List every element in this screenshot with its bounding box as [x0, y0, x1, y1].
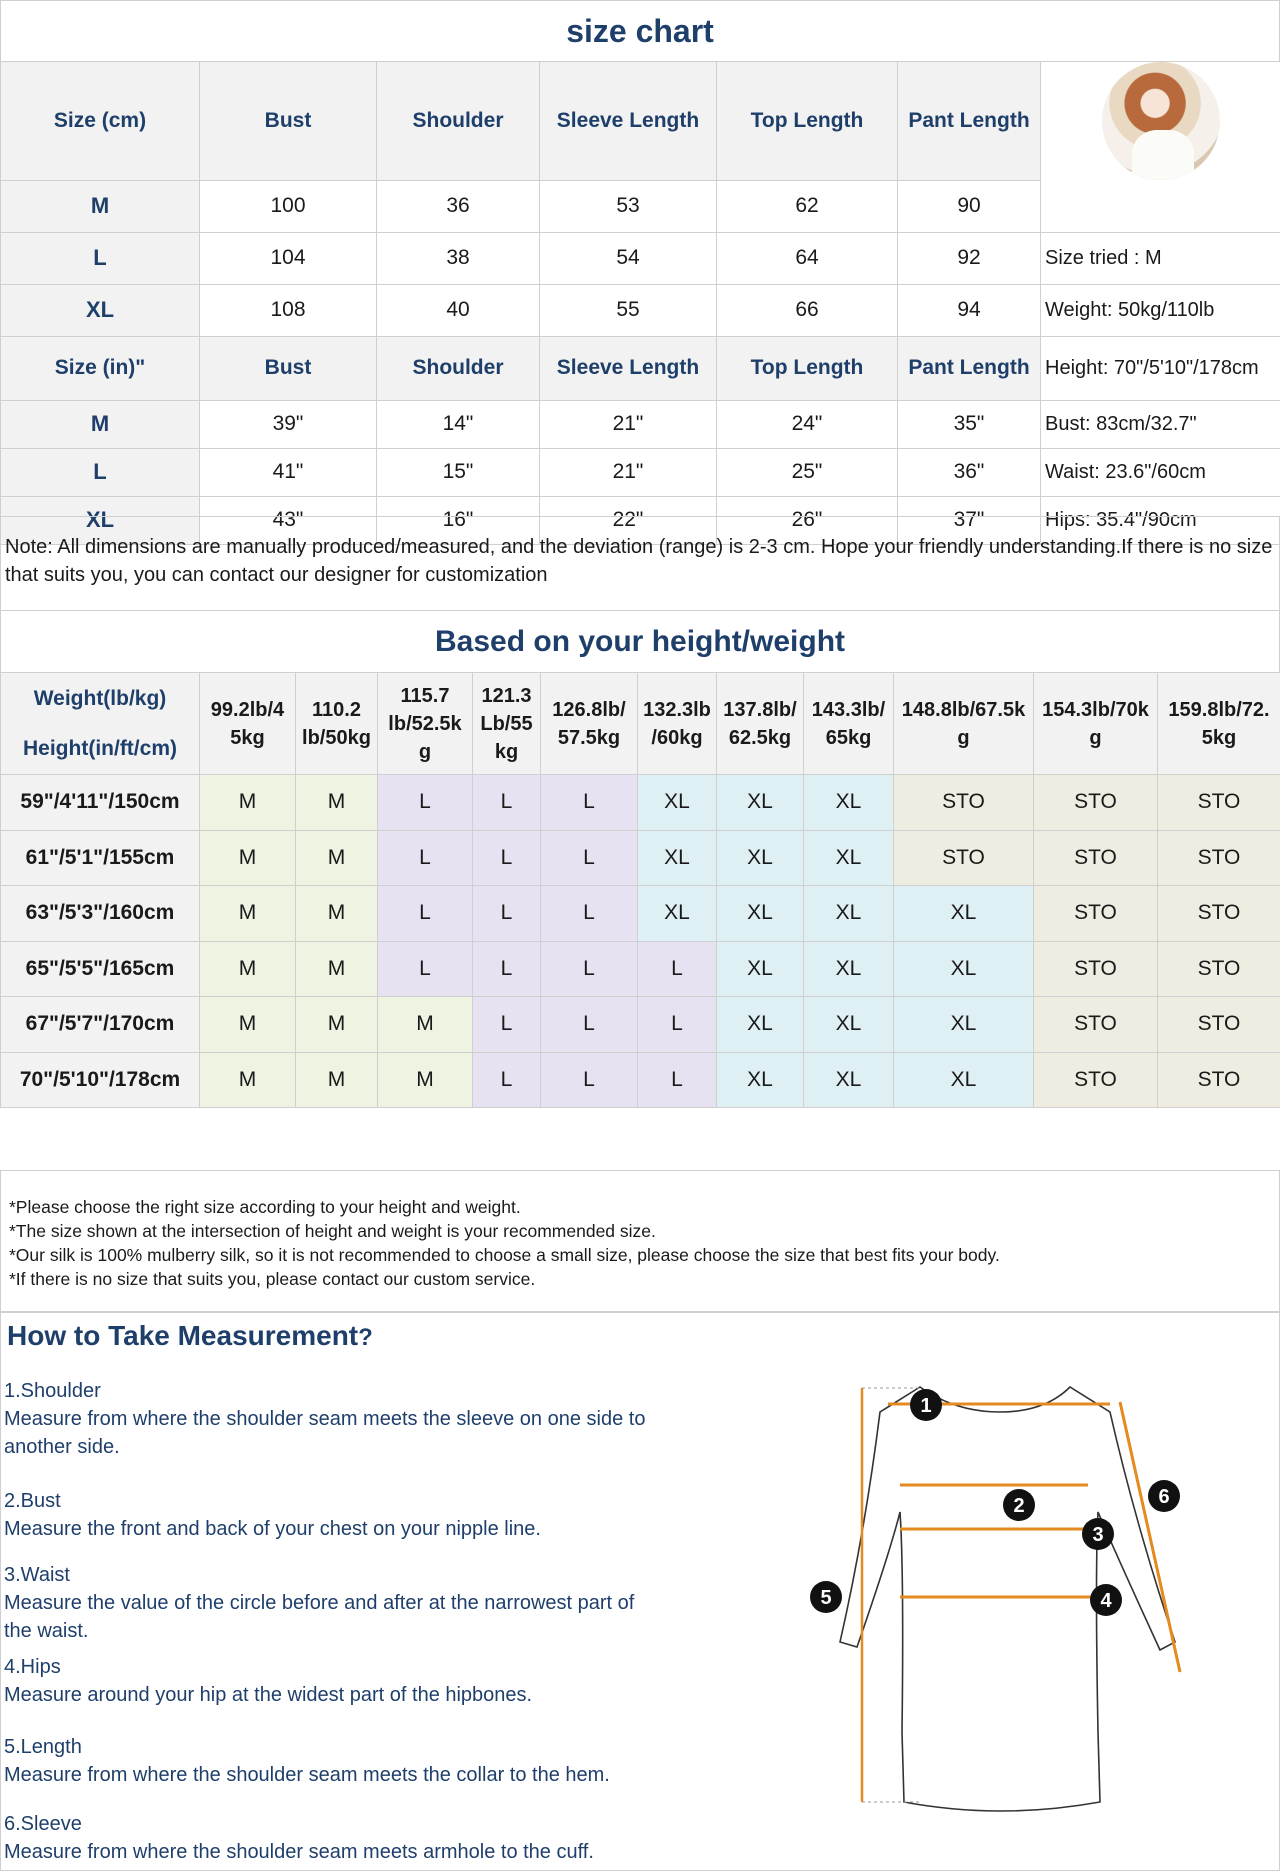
dress-measurement-diagram — [800, 1372, 1200, 1832]
weight-label-line: 148.8lb/67.5k — [901, 698, 1026, 721]
recommended-size-cell: L — [473, 997, 541, 1053]
size-value: 36" — [898, 448, 1041, 496]
size-value: 38 — [377, 232, 540, 284]
size-value: 37" — [898, 496, 1041, 544]
recommended-size-cell: XL — [717, 997, 804, 1053]
recommended-size-cell: XL — [638, 775, 717, 831]
size-value: 104 — [200, 232, 377, 284]
size-value: 55 — [540, 284, 717, 336]
step-description: Measure the front and back of your chest on your nipple line. — [4, 1518, 541, 1540]
weight-header — [541, 673, 638, 775]
size-value: 100 — [200, 180, 377, 232]
recommended-size-cell: STO — [894, 775, 1034, 831]
size-label: L — [1, 232, 200, 284]
weight-label-line: 132.3lb — [643, 698, 711, 721]
size-value: 94 — [898, 284, 1041, 336]
size-chart-table — [0, 61, 1280, 545]
weight-label-line: g — [418, 740, 432, 763]
question-mark: ? — [358, 1324, 373, 1351]
size-value: 90 — [898, 180, 1041, 232]
size-header-cell: Shoulder — [377, 336, 540, 400]
weight-label-line: 5kg — [230, 726, 265, 749]
size-tips — [0, 1170, 1280, 1312]
size-value: 25" — [717, 448, 898, 496]
marker-number: 2 — [1013, 1495, 1025, 1517]
size-value: 16" — [377, 496, 540, 544]
size-value: 43" — [200, 496, 377, 544]
size-value: 66 — [717, 284, 898, 336]
weight-label-line: 115.7 — [400, 684, 450, 707]
recommended-size-cell: STO — [1158, 775, 1280, 831]
weight-header — [378, 673, 473, 775]
measure-lines — [888, 1402, 1180, 1672]
size-value: 40 — [377, 284, 540, 336]
recommended-size-cell: M — [296, 775, 378, 831]
weight-label-line: 126.8lb/ — [552, 698, 626, 721]
size-value: 108 — [200, 284, 377, 336]
step-heading: 4.Hips — [4, 1656, 61, 1678]
weight-header — [638, 673, 717, 775]
size-header-cell: Sleeve Length — [540, 62, 717, 181]
recommended-size-cell: STO — [1158, 886, 1280, 942]
recommended-size-cell: STO — [1034, 775, 1158, 831]
measurement-note: Note: All dimensions are manually produced/measured, and the deviation (range) is 2-3 cm. Hope your friendly understanding.If there is no size that suits you, you can contact our designer for customization — [0, 516, 1280, 611]
tip-line: *If there is no size that suits you, please contact our custom service. — [9, 1269, 536, 1289]
recommended-size-cell: L — [638, 997, 717, 1053]
recommended-size-cell: XL — [804, 1052, 894, 1108]
step-description: Measure from where the shoulder seam meets armhole to the cuff. — [4, 1841, 594, 1863]
recommended-size-cell: XL — [804, 830, 894, 886]
weight-label-line: 62.5kg — [728, 726, 792, 749]
recommended-size-cell: M — [378, 997, 473, 1053]
size-value: 21" — [540, 400, 717, 448]
size-header-cell: Size (cm) — [1, 62, 200, 181]
weight-label-line: 121.3 — [481, 684, 532, 707]
size-value: 62 — [717, 180, 898, 232]
weight-label-line: 110.2 — [312, 698, 361, 721]
recommended-size-cell: XL — [717, 830, 804, 886]
recommended-size-cell: L — [378, 941, 473, 997]
recommended-size-cell: XL — [638, 830, 717, 886]
recommendation-title: Based on your height/weight — [0, 610, 1280, 673]
size-value: 15" — [377, 448, 540, 496]
recommended-size-cell: STO — [1158, 1052, 1280, 1108]
weight-label-line: g — [957, 726, 970, 749]
recommended-size-cell: XL — [804, 941, 894, 997]
step-description: Measure around your hip at the widest part of the hipbones. — [4, 1684, 533, 1706]
size-value: 26" — [717, 496, 898, 544]
size-value: 14" — [377, 400, 540, 448]
weight-header — [717, 673, 804, 775]
model-info: Weight: 50kg/110lb — [1041, 284, 1280, 336]
recommended-size-cell: STO — [1034, 1052, 1158, 1108]
marker-number: 5 — [820, 1587, 832, 1609]
recommended-size-cell: XL — [894, 941, 1034, 997]
size-header-cell: Bust — [200, 336, 377, 400]
recommended-size-cell: XL — [804, 886, 894, 942]
height-label: 67"/5'7"/170cm — [1, 997, 200, 1053]
recommended-size-cell: STO — [1034, 997, 1158, 1053]
size-value: 54 — [540, 232, 717, 284]
height-label: 63"/5'3"/160cm — [1, 886, 200, 942]
recommended-size-cell: L — [473, 886, 541, 942]
size-value: 24" — [717, 400, 898, 448]
recommended-size-cell: L — [541, 830, 638, 886]
size-value: 53 — [540, 180, 717, 232]
dress-outline — [840, 1387, 1175, 1811]
recommended-size-cell: XL — [804, 775, 894, 831]
weight-label-line: 99.2lb/4 — [210, 698, 285, 721]
recommended-size-cell: L — [541, 997, 638, 1053]
marker-number: 1 — [920, 1395, 932, 1417]
recommended-size-cell: L — [378, 775, 473, 831]
step-heading: 1.Shoulder — [4, 1380, 101, 1402]
size-value: 39" — [200, 400, 377, 448]
marker-number: 4 — [1100, 1590, 1112, 1612]
recommended-size-cell: L — [473, 941, 541, 997]
measurement-step — [4, 1810, 704, 1866]
marker-number: 6 — [1158, 1486, 1170, 1508]
height-axis-label: Height(in/ft/cm) — [1, 725, 200, 775]
step-description: Measure from where the shoulder seam meets the collar to the hem. — [4, 1764, 610, 1786]
recommended-size-cell: L — [378, 886, 473, 942]
recommended-size-cell: XL — [894, 1052, 1034, 1108]
size-label: L — [1, 448, 200, 496]
recommended-size-cell: L — [541, 886, 638, 942]
recommended-size-cell: STO — [1034, 886, 1158, 942]
recommended-size-cell: XL — [804, 997, 894, 1053]
step-heading: 3.Waist — [4, 1564, 70, 1586]
recommended-size-cell: XL — [894, 997, 1034, 1053]
measurement-step — [4, 1561, 704, 1645]
size-value: 64 — [717, 232, 898, 284]
recommended-size-cell: M — [200, 886, 296, 942]
size-header-cell: Bust — [200, 62, 377, 181]
recommended-size-cell: M — [200, 997, 296, 1053]
size-header-cell: Size (in)" — [1, 336, 200, 400]
height-label: 61"/5'1"/155cm — [1, 830, 200, 886]
recommended-size-cell: M — [200, 1052, 296, 1108]
weight-header — [296, 673, 378, 775]
weight-label-line: g — [1089, 726, 1102, 749]
weight-header — [473, 673, 541, 775]
size-label: XL — [1, 496, 200, 544]
size-label: M — [1, 180, 200, 232]
step-description: another side. — [4, 1436, 120, 1458]
weight-label-line: 137.8lb/ — [723, 698, 797, 721]
recommended-size-cell: XL — [717, 941, 804, 997]
recommended-size-cell: XL — [894, 886, 1034, 942]
weight-label-line: 65kg — [825, 726, 872, 749]
weight-label-line: lb/50kg — [302, 726, 371, 749]
step-description: Measure the value of the circle before and after at the narrowest part of — [4, 1592, 635, 1614]
size-label: XL — [1, 284, 200, 336]
height-label: 70"/5'10"/178cm — [1, 1052, 200, 1108]
marker-number: 3 — [1092, 1524, 1104, 1546]
recommended-size-cell: L — [638, 1052, 717, 1108]
recommended-size-cell: M — [200, 830, 296, 886]
size-value: 21" — [540, 448, 717, 496]
model-info: Hips: 35.4"/90cm — [1041, 496, 1280, 544]
size-label: M — [1, 400, 200, 448]
step-description: Measure from where the shoulder seam meets the sleeve on one side to — [4, 1408, 646, 1430]
recommended-size-cell: STO — [1034, 830, 1158, 886]
recommended-size-cell: STO — [1158, 941, 1280, 997]
size-value: 36 — [377, 180, 540, 232]
recommended-size-cell: STO — [1158, 997, 1280, 1053]
model-photo-cell — [1041, 180, 1280, 232]
weight-label-line: kg — [494, 740, 519, 763]
recommended-size-cell: L — [541, 941, 638, 997]
size-value: 41" — [200, 448, 377, 496]
recommended-size-cell: STO — [1034, 941, 1158, 997]
size-header-cell: Pant Length — [898, 336, 1041, 400]
tip-line: *Our silk is 100% mulberry silk, so it is not recommended to choose a small size, please choose the size that best fits your body. — [9, 1245, 1000, 1265]
height-label: 59"/4'11"/150cm — [1, 775, 200, 831]
weight-label-line: Lb/55 — [480, 712, 533, 735]
weight-label-line: 57.5kg — [557, 726, 621, 749]
recommended-size-cell: XL — [717, 1052, 804, 1108]
step-heading: 5.Length — [4, 1736, 82, 1758]
model-info: Height: 70"/5'10"/178cm — [1041, 336, 1280, 400]
length-line — [862, 1388, 920, 1802]
size-value: 92 — [898, 232, 1041, 284]
measurement-step — [4, 1733, 704, 1789]
how-to-measure-title — [7, 1320, 373, 1352]
model-info: Size tried : M — [1041, 232, 1280, 284]
weight-label-line: 154.3lb/70k — [1042, 698, 1149, 721]
weight-label-line: 159.8lb/72. — [1168, 698, 1270, 721]
how-to-measure-title-text: How to Take Measurement — [7, 1320, 359, 1351]
size-chart-title: size chart — [0, 0, 1280, 62]
measurement-step — [4, 1377, 704, 1461]
height-label: 65"/5'5"/165cm — [1, 941, 200, 997]
weight-header — [1158, 673, 1280, 775]
weight-header — [804, 673, 894, 775]
size-header-cell: Pant Length — [898, 62, 1041, 181]
recommended-size-cell: L — [473, 830, 541, 886]
recommended-size-cell: L — [541, 1052, 638, 1108]
weight-label-line: /60kg — [651, 726, 703, 749]
measurement-step — [4, 1487, 704, 1543]
size-header-cell: Sleeve Length — [540, 336, 717, 400]
model-photo-cell — [1041, 62, 1280, 181]
tip-line: *The size shown at the intersection of height and weight is your recommended size. — [9, 1221, 656, 1241]
recommended-size-cell: M — [200, 941, 296, 997]
step-heading: 2.Bust — [4, 1490, 61, 1512]
recommended-size-cell: XL — [717, 775, 804, 831]
recommended-size-cell: L — [473, 775, 541, 831]
size-value: 22" — [540, 496, 717, 544]
recommended-size-cell: L — [473, 1052, 541, 1108]
recommended-size-cell: L — [541, 775, 638, 831]
weight-header — [1034, 673, 1158, 775]
recommended-size-cell: L — [638, 941, 717, 997]
size-header-cell: Shoulder — [377, 62, 540, 181]
weight-label-line: lb/52.5k — [388, 712, 462, 735]
model-info: Bust: 83cm/32.7" — [1041, 400, 1280, 448]
recommended-size-cell: XL — [717, 886, 804, 942]
recommended-size-cell: M — [296, 941, 378, 997]
height-weight-table — [0, 672, 1280, 1108]
recommended-size-cell: M — [296, 830, 378, 886]
weight-axis-label: Weight(lb/kg) — [1, 673, 200, 725]
size-header-cell: Top Length — [717, 62, 898, 181]
recommended-size-cell: L — [378, 830, 473, 886]
weight-label-line: 143.3lb/ — [811, 698, 886, 721]
size-value: 35" — [898, 400, 1041, 448]
step-description: the waist. — [4, 1620, 89, 1642]
recommended-size-cell: M — [378, 1052, 473, 1108]
recommended-size-cell: M — [296, 1052, 378, 1108]
recommended-size-cell: STO — [1158, 830, 1280, 886]
weight-label-line: 5kg — [1201, 726, 1237, 749]
measurement-step — [4, 1653, 704, 1709]
recommended-size-cell: STO — [894, 830, 1034, 886]
step-heading: 6.Sleeve — [4, 1813, 82, 1835]
recommended-size-cell: M — [296, 997, 378, 1053]
weight-header — [200, 673, 296, 775]
recommended-size-cell: M — [296, 886, 378, 942]
size-header-cell: Top Length — [717, 336, 898, 400]
weight-header — [894, 673, 1034, 775]
tip-line: *Please choose the right size according to your height and weight. — [9, 1197, 521, 1217]
recommended-size-cell: XL — [638, 886, 717, 942]
model-photo — [1102, 62, 1220, 180]
model-info: Waist: 23.6"/60cm — [1041, 448, 1280, 496]
recommended-size-cell: M — [200, 775, 296, 831]
